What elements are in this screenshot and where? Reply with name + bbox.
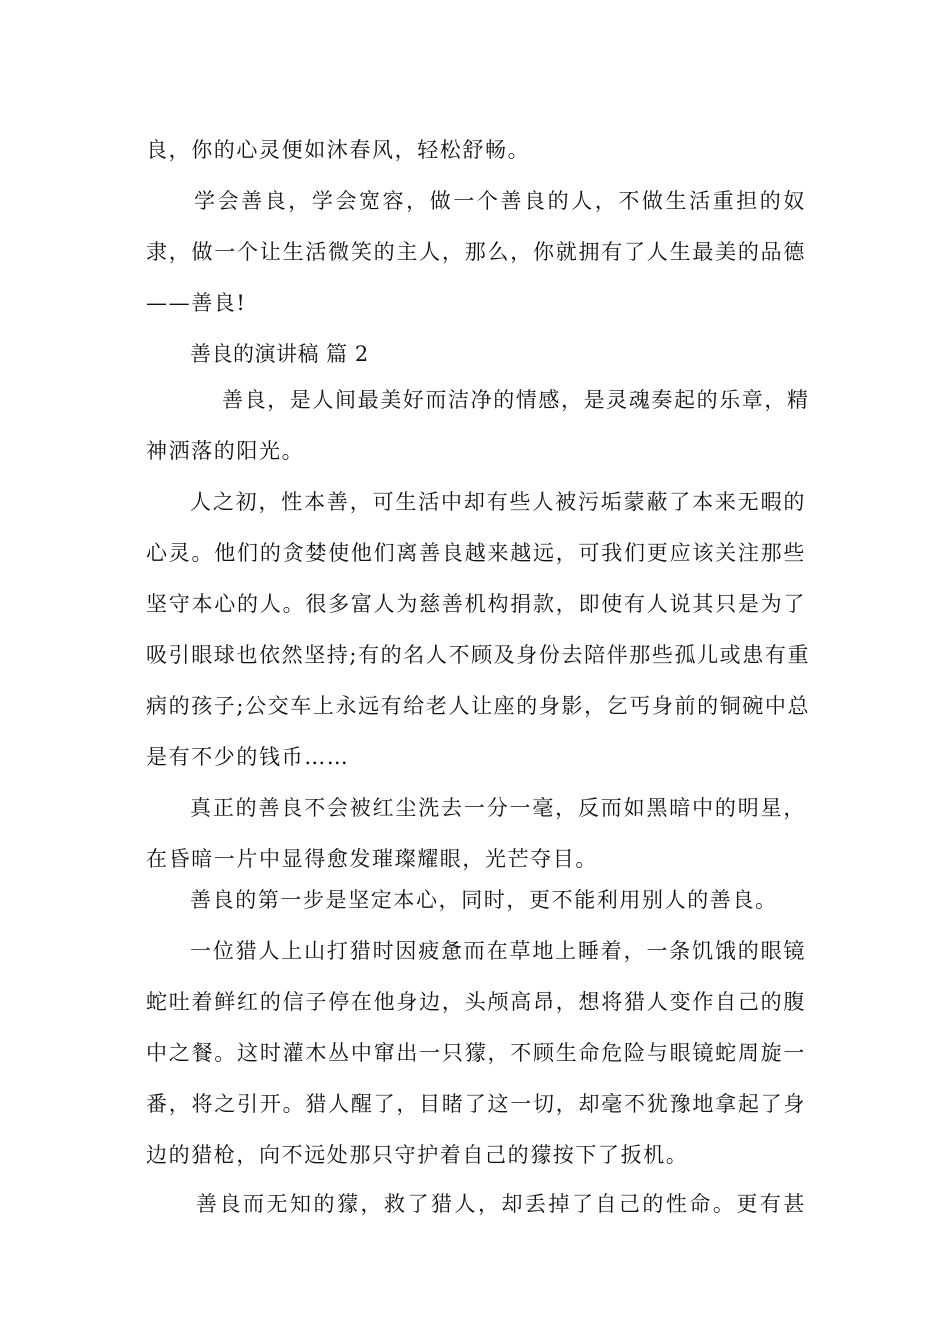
- text-line: 坚守本心的人。很多富人为慈善机构捐款，即使有人说其只是为了: [146, 592, 806, 616]
- section-title: 善良的演讲稿 篇 2: [190, 342, 369, 366]
- text-line: 善良而无知的獴，救了猎人，却丢掉了自己的性命。更有甚: [196, 1192, 806, 1216]
- text-line: 神洒落的阳光。: [146, 439, 305, 463]
- text-line: 吸引眼球也依然坚持;有的名人不顾及身份去陪伴那些孤儿或患有重: [146, 643, 811, 667]
- text-line: 边的猎枪，向不远处那只守护着自己的獴按下了扳机。: [146, 1143, 689, 1167]
- text-line: 良，你的心灵便如沐春风，轻松舒畅。: [146, 138, 531, 162]
- text-line: 真正的善良不会被红尘洗去一分一毫，反而如黑暗中的明星，: [190, 796, 806, 820]
- text-line: 是有不少的钱币……: [146, 745, 350, 769]
- text-line: 隶，做一个让生活微笑的主人，那么，你就拥有了人生最美的品德: [146, 240, 806, 264]
- text-line: 人之初，性本善，可生活中却有些人被污垢蒙蔽了本来无暇的: [190, 490, 806, 514]
- text-line: 善良，是人间最美好而洁净的情感，是灵魂奏起的乐章，精: [222, 388, 810, 412]
- text-line: 在昏暗一片中显得愈发璀璨耀眼，光芒夺目。: [146, 847, 598, 871]
- text-line: 学会善良，学会宽容，做一个善良的人，不做生活重担的奴: [194, 189, 806, 213]
- text-line: 蛇吐着鲜红的信子停在他身边，头颅高昂，想将猎人变作自己的腹: [146, 990, 806, 1014]
- text-line: 中之餐。这时灌木丛中窜出一只獴，不顾生命危险与眼镜蛇周旋一: [146, 1041, 806, 1065]
- text-line: 一位猎人上山打猎时因疲惫而在草地上睡着，一条饥饿的眼镜: [190, 939, 806, 963]
- text-line: 番，将之引开。猎人醒了，目睹了这一切，却毫不犹豫地拿起了身: [146, 1092, 806, 1116]
- text-line: 善良的第一步是坚定本心，同时，更不能利用别人的善良。: [190, 888, 778, 912]
- text-line: ——善良!: [146, 291, 247, 315]
- text-line: 病的孩子;公交车上永远有给老人让座的身影，乞丐身前的铜碗中总: [146, 694, 811, 718]
- text-line: 心灵。他们的贪婪使他们离善良越来越远，可我们更应该关注那些: [146, 541, 806, 565]
